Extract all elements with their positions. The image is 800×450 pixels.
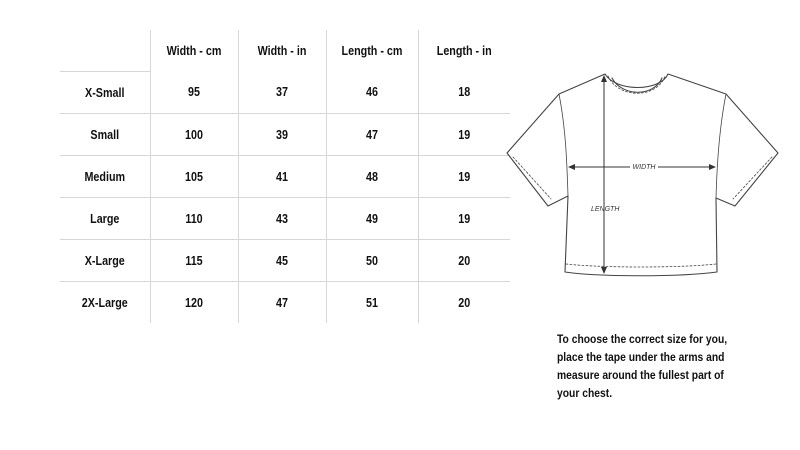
header-length-cm: Length - cm [332, 30, 411, 72]
length-cm-cell: 50 [332, 240, 411, 282]
table-row [60, 282, 510, 324]
length-cm-cell: 47 [332, 114, 411, 156]
width-cm-cell: 115 [156, 240, 232, 282]
table-row [60, 240, 510, 282]
size-label: X-Large [66, 240, 143, 282]
width-cm-cell: 100 [156, 114, 232, 156]
width-in-cell: 43 [244, 198, 320, 240]
header-width-cm: Width - cm [156, 30, 232, 72]
length-in-cell: 20 [458, 295, 471, 310]
width-in-cell: 37 [244, 72, 320, 114]
width-cm-cell: 105 [156, 156, 232, 198]
length-label: LENGTH [591, 206, 620, 213]
table-row [60, 156, 510, 198]
size-label: Large [66, 198, 143, 240]
size-label: Medium [66, 156, 143, 198]
size-chart-table [60, 30, 510, 323]
header-cell-empty [66, 30, 143, 72]
width-in-cell: 41 [244, 156, 320, 198]
t-shirt-measurement-diagram [500, 66, 790, 286]
width-cm-cell: 120 [156, 282, 232, 324]
length-cm-cell: 51 [332, 282, 411, 324]
size-label: X-Small [66, 72, 143, 114]
table-row [60, 72, 510, 114]
header-length-in: Length - in [436, 43, 492, 58]
width-in-cell: 45 [244, 240, 320, 282]
length-cm-cell: 49 [332, 198, 411, 240]
left-sleeve-hem [513, 157, 551, 199]
table-row [60, 114, 510, 156]
t-shirt-outline [507, 74, 778, 276]
right-sleeve-hem [733, 157, 772, 199]
length-cm-cell: 48 [332, 156, 411, 198]
width-cm-cell: 95 [156, 72, 232, 114]
width-in-cell: 39 [244, 114, 320, 156]
measuring-instructions: To choose the correct size for you, place the tape under the arms and measure around the fullest part of your chest. [557, 332, 728, 400]
bottom-hem [566, 264, 716, 267]
width-label: WIDTH [632, 164, 656, 171]
header-width-in: Width - in [244, 30, 320, 72]
width-in-cell: 47 [244, 282, 320, 324]
length-cm-cell: 46 [332, 72, 411, 114]
length-in-cell: 19 [424, 156, 503, 198]
length-in-cell: 19 [424, 114, 503, 156]
width-cm-cell: 110 [156, 198, 232, 240]
length-in-cell: 18 [424, 72, 503, 114]
size-label: Small [66, 114, 143, 156]
length-in-cell: 20 [424, 240, 503, 282]
size-label: 2X-Large [66, 282, 143, 324]
header-row [60, 30, 510, 72]
length-in-cell: 19 [424, 198, 503, 240]
table-row [60, 198, 510, 240]
